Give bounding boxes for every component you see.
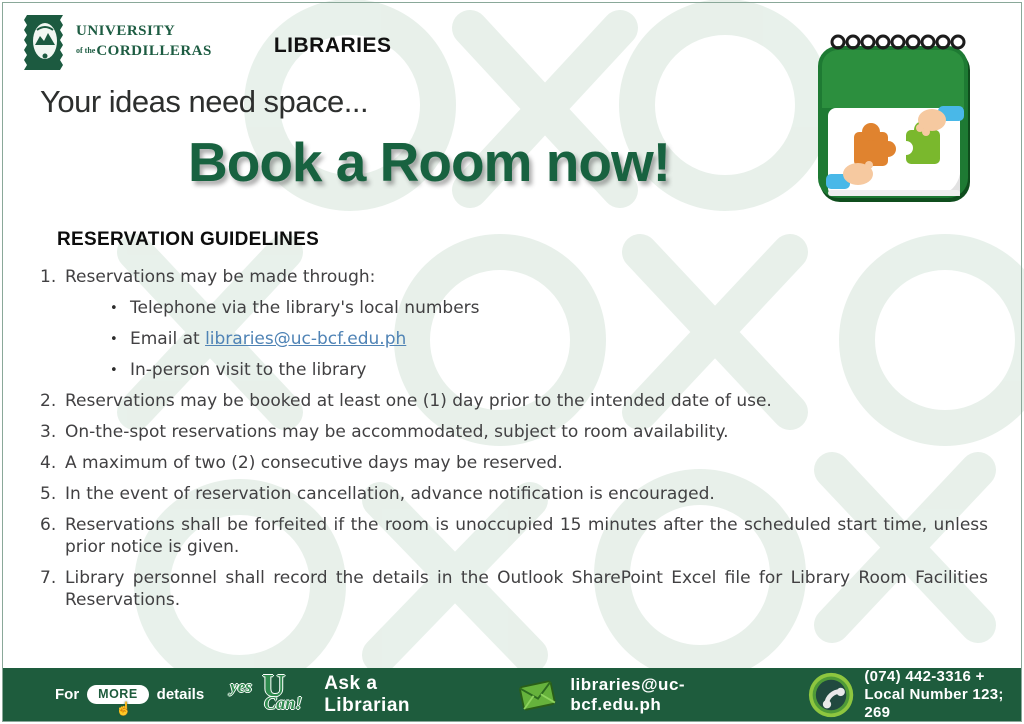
more-details-button[interactable] [87, 685, 149, 716]
for-label: For [55, 686, 80, 703]
guideline-item [40, 390, 988, 412]
guideline-sub-item [110, 328, 988, 351]
guideline-text: In the event of reservation cancellation, advance notification is encouraged. [65, 484, 715, 504]
guideline-text: A maximum of two (2) consecutive days may be reserved. [65, 453, 563, 473]
email-link[interactable]: libraries@uc-bcf.edu.ph [205, 329, 407, 349]
yesucan-can: Can! [264, 692, 303, 713]
guideline-sub-item [110, 359, 988, 382]
hero-title: Book a Room now! [188, 131, 671, 193]
guideline-text: On-the-spot reservations may be accommodated, subject to room availability. [65, 422, 729, 442]
guideline-text: Reservations may be made through: [65, 267, 376, 287]
libraries-label: LIBRARIES [273, 34, 392, 57]
header [22, 12, 392, 70]
guideline-sub-text: Telephone via the library's local numbers [130, 298, 480, 318]
guideline-number: 2. [40, 391, 57, 411]
ask-a-librarian-label: Ask a Librarian [324, 672, 411, 716]
guideline-item [40, 421, 988, 443]
guideline-text: Reservations may be booked at least one (1) day prior to the intended date of use. [65, 391, 772, 411]
bullet-icon: • [110, 301, 118, 316]
phone-line2: Local Number 123; 269 [864, 685, 1004, 721]
guideline-text: Reservations shall be forfeited if the room is unoccupied 15 minutes after the scheduled start time, unless prior notice is given. [65, 515, 988, 557]
yes-u-can-logo [230, 666, 303, 719]
university-name-line1: university [76, 16, 176, 40]
guidelines-list [40, 266, 988, 620]
guideline-text: Library personnel shall record the details in the Outlook SharePoint Excel file for Library Room Facilities Reservations. [65, 568, 988, 610]
guideline-number: 5. [40, 484, 57, 504]
guideline-item [40, 514, 988, 558]
more-label: MORE [98, 687, 138, 701]
envelope-icon [516, 672, 558, 718]
guideline-number: 7. [40, 568, 57, 588]
details-label: details [156, 686, 205, 703]
university-name-line2: cordilleras [96, 36, 212, 60]
calendar-puzzle-icon [814, 24, 974, 206]
bullet-icon: • [110, 332, 118, 347]
hand-cursor-icon: ☝ [115, 701, 133, 716]
uc-crest-icon [22, 12, 68, 70]
hero-tagline: Your ideas need space... [40, 84, 369, 119]
guidelines-heading: RESERVATION GUIDELINES [57, 229, 320, 250]
guideline-number: 6. [40, 515, 57, 535]
phone-line1: (074) 442-3316 + [864, 667, 985, 685]
footer-bar [3, 668, 1021, 721]
guideline-number: 4. [40, 453, 57, 473]
guideline-sub-item [110, 297, 988, 320]
guideline-number: 1. [40, 267, 57, 287]
university-ofthe: of the [76, 46, 96, 55]
guideline-sub-text: Email at libraries@uc-bcf.edu.ph [130, 329, 407, 349]
guideline-item [40, 266, 988, 288]
yesucan-yes: yes [230, 676, 252, 696]
guideline-item [40, 452, 988, 474]
bullet-icon: • [110, 363, 118, 378]
guideline-sub-text: In-person visit to the library [130, 360, 367, 380]
phone-icon [808, 670, 854, 720]
phone-number [864, 668, 1021, 722]
guideline-item [40, 567, 988, 611]
yesucan-u: U [262, 666, 286, 703]
guideline-number: 3. [40, 422, 57, 442]
university-wordmark [76, 18, 212, 61]
guideline-item [40, 483, 988, 505]
footer-email-link[interactable]: libraries@uc-bcf.edu.ph [570, 674, 686, 714]
